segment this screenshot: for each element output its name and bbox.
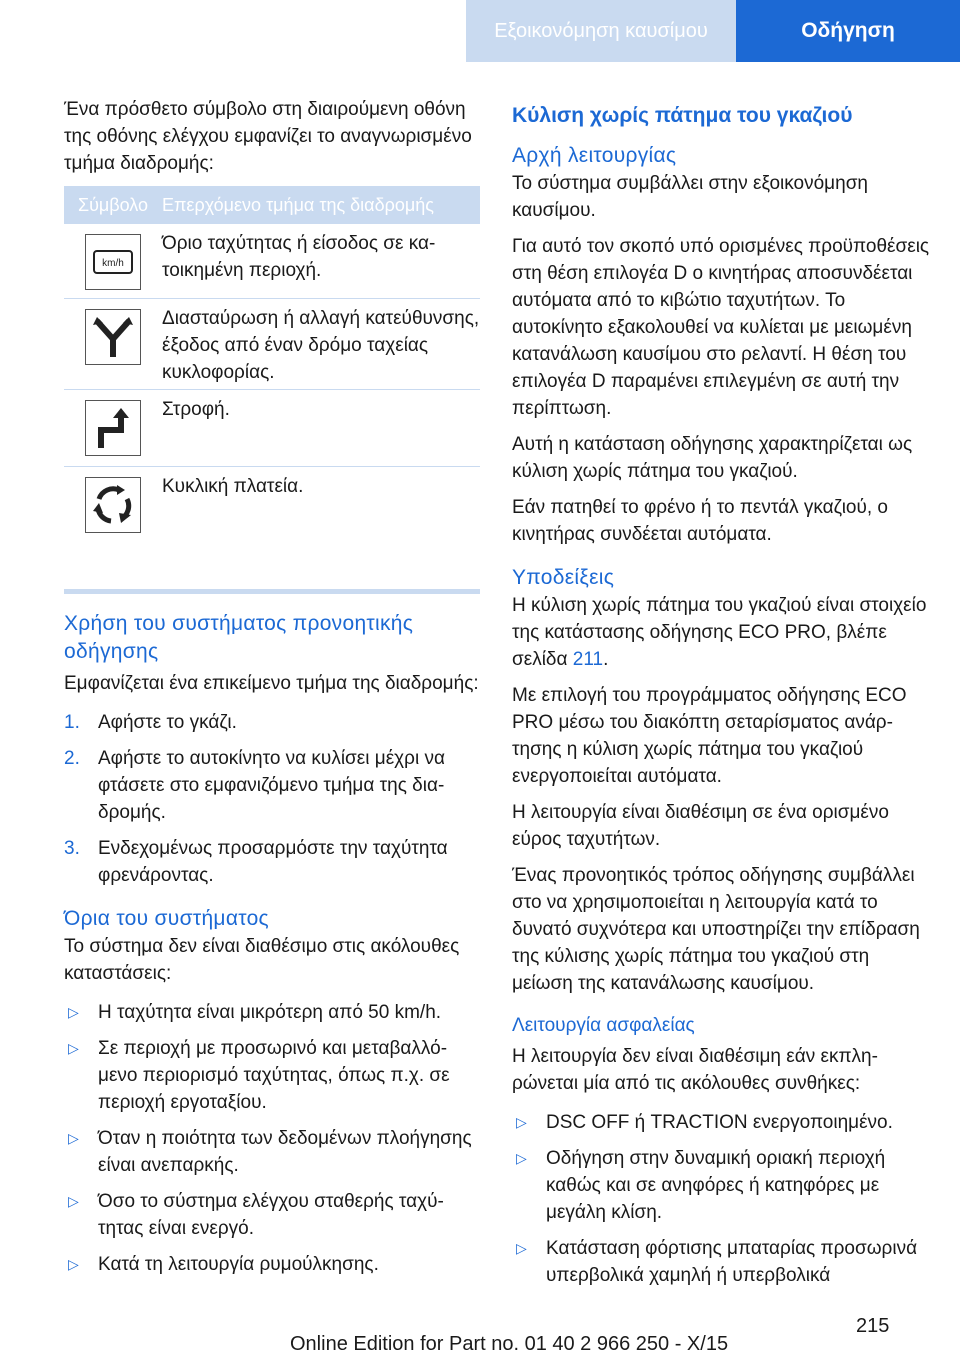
paragraph: Η λειτουργία είναι διαθέσιμη σε ένα ορισμένο εύρος ταχυτήτων. bbox=[512, 802, 889, 850]
list-item bbox=[64, 709, 480, 736]
page-header bbox=[0, 0, 960, 62]
limit-text: Σε περιοχή με προσωρινό και μεταβαλλόμενο περιορισμό ταχύτητας, όπως π.χ. σε περιοχή εργοταξίου. bbox=[98, 1038, 450, 1113]
table-end-rule bbox=[64, 589, 480, 594]
row-text: Διασταύρωση ή αλλαγή κατεύθυνσης, έξοδος από έναν δρόμο ταχείας κυκλοφορίας. bbox=[162, 308, 480, 383]
subheading-principle: Αρχή λειτουργίας bbox=[512, 144, 677, 167]
limit-text: Όταν η ποιότητα των δεδομένων πλοήγησης είναι ανεπαρκής. bbox=[98, 1128, 472, 1176]
condition-text: Οδήγηση στην δυναμική οριακή περιοχή καθώς και σε ανηφόρες ή κατηφόρες με μεγάλη κλίση. bbox=[546, 1148, 886, 1223]
table-header bbox=[64, 186, 480, 224]
section-tab[interactable]: Εξοικονόμηση καυσίμου bbox=[466, 0, 736, 62]
list-item bbox=[64, 1188, 480, 1242]
limits-list bbox=[64, 999, 480, 1278]
list-item bbox=[64, 835, 480, 889]
use-intro: Εμφανίζεται ένα επικείμενο τμήμα της διαδρομής: bbox=[64, 673, 479, 694]
list-item bbox=[512, 1109, 930, 1136]
table-row bbox=[64, 224, 480, 299]
list-item bbox=[512, 1145, 930, 1226]
triangle-bullet-icon: ▷ bbox=[516, 1150, 527, 1166]
symbol-table bbox=[64, 186, 480, 531]
triangle-bullet-icon: ▷ bbox=[68, 1004, 79, 1020]
paragraph: Εάν πατηθεί το φρένο ή το πεντάλ γκαζιού, ο κινητήρας συνδέεται αυτόματα. bbox=[512, 497, 888, 545]
triangle-bullet-icon: ▷ bbox=[68, 1040, 79, 1056]
triangle-bullet-icon: ▷ bbox=[68, 1193, 79, 1209]
row-text: Όριο ταχύτητας ή είσοδος σε κατοικημένη περιοχή. bbox=[162, 233, 436, 281]
limits-intro: Το σύστημα δεν είναι διαθέσιμο στις ακόλουθες καταστάσεις: bbox=[64, 936, 460, 984]
header-symbol: Σύμβολο bbox=[77, 194, 149, 215]
speed-limit-label: km/h bbox=[102, 258, 124, 269]
step-number: 2. bbox=[64, 748, 80, 769]
paragraph: Ένας προνοητικός τρόπος οδήγησης συμβάλλει στο να χρησιμοποιείται η λειτουργία κατά το δυνατό συχνότερα και υποστηρίζει την επίδραση της κύλισης χωρίς πάτημα του γκαζιού στη μείωση της κατανάλωσης καυσίμου. bbox=[512, 865, 920, 994]
left-column bbox=[64, 96, 480, 1288]
paragraph: Αυτή η κατάσταση οδήγησης χαρακτηρίζεται ως κύλιση χωρίς πάτημα του γκαζιού. bbox=[512, 434, 913, 482]
roundabout-icon bbox=[85, 477, 141, 533]
list-item bbox=[64, 1251, 480, 1278]
list-item bbox=[64, 745, 480, 826]
paragraph: Η λειτουργία δεν είναι διαθέσιμη εάν εκπληρώνεται μία από τις ακόλουθες συνθήκες: bbox=[512, 1046, 878, 1094]
subheading-notes: Υποδείξεις bbox=[512, 566, 615, 589]
row-text: Στροφή. bbox=[162, 399, 230, 420]
chapter-tab[interactable]: Οδήγηση bbox=[736, 0, 960, 62]
section-heading-use: Χρήση του συστήματος προνοητικής οδήγησης bbox=[64, 612, 414, 663]
paragraph: Με επιλογή του προγράμματος οδήγησης ECO PRO μέσω του διακόπτη σεταρίσματος ανάρτησης η κύλιση χωρίς πάτημα του γκαζιού ενεργοποιείται αυτόματα. bbox=[512, 685, 907, 787]
list-item bbox=[512, 1235, 930, 1289]
page-number: 215 bbox=[856, 1315, 890, 1337]
step-number: 1. bbox=[64, 712, 80, 733]
condition-text: Κατάσταση φόρτισης μπαταρίας προσωρινά υπερβολικά χαμηλή ή υπερβολικά bbox=[546, 1238, 918, 1286]
step-text: Αφήστε το γκάζι. bbox=[98, 712, 237, 733]
edition-footer: Online Edition for Part no. 01 40 2 966 250 - X/15 bbox=[290, 1333, 729, 1355]
triangle-bullet-icon: ▷ bbox=[516, 1240, 527, 1256]
triangle-bullet-icon: ▷ bbox=[68, 1256, 79, 1272]
speed-limit-kmh-icon bbox=[85, 234, 141, 290]
table-row bbox=[64, 299, 480, 390]
section-heading-limits: Όρια του συστήματος bbox=[64, 907, 269, 930]
list-item bbox=[64, 1035, 480, 1116]
paragraph: Για αυτό τον σκοπό υπό ορισμένες προϋποθέσεις στη θέση επιλογέα D ο κινητήρας αποσυνδέεται αυτόματα από το κιβώτιο ταχυτήτων. Το αυτοκίνητο εξακολουθεί να κυλίεται με μειωμένη κατανάλωση καυσίμου στο ρελαντί. Η θέση του επιλογέα D παραμένει επιλεγμένη σε αυτή την περίπτωση. bbox=[512, 236, 930, 419]
limit-text: Κατά τη λειτουργία ρυμούλκησης. bbox=[98, 1254, 379, 1275]
curve-icon bbox=[85, 400, 141, 456]
step-number: 3. bbox=[64, 838, 80, 859]
limit-text: Όσο το σύστημα ελέγχου σταθερής ταχύτητας είναι ενεργό. bbox=[98, 1191, 444, 1239]
header-route-section: Επερχόμενο τμήμα της διαδρομής bbox=[162, 194, 434, 215]
triangle-bullet-icon: ▷ bbox=[516, 1114, 527, 1130]
right-column bbox=[512, 102, 930, 1299]
junction-icon bbox=[85, 309, 141, 365]
step-text: Ενδεχομένως προσαρμόστε την ταχύτητα φρενάροντας. bbox=[98, 838, 448, 886]
paragraph: Το σύστημα συμβάλλει στην εξοικονόμηση καυσίμου. bbox=[512, 173, 868, 221]
triangle-bullet-icon: ▷ bbox=[68, 1130, 79, 1146]
table-row bbox=[64, 467, 480, 531]
condition-text: DSC OFF ή TRACTION ενεργοποιημένο. bbox=[546, 1112, 893, 1133]
note-text-end: . bbox=[603, 649, 609, 670]
intro-paragraph: Ένα πρόσθετο σύμβολο στη διαιρούμενη οθόνη της οθόνης ελέγχου εμφανίζει το αναγνωρισμένο τμήμα διαδρομής: bbox=[64, 99, 472, 174]
section-heading-coasting: Κύλιση χωρίς πάτημα του γκαζιού bbox=[512, 104, 853, 127]
row-text: Κυκλική πλατεία. bbox=[162, 476, 304, 497]
step-text: Αφήστε το αυτοκίνητο να κυλίσει μέχρι να φτάσετε στο εμφανιζόμενο τμήμα της διαδρομής. bbox=[98, 748, 445, 823]
limit-text: Η ταχύτητα είναι μικρότερη από 50 km/h. bbox=[98, 1002, 442, 1023]
safety-list bbox=[512, 1109, 930, 1289]
page-link[interactable]: 211 bbox=[572, 649, 604, 670]
list-item bbox=[64, 1125, 480, 1179]
subheading-safety: Λειτουργία ασφαλείας bbox=[512, 1015, 695, 1036]
paragraph bbox=[512, 592, 930, 673]
list-item bbox=[64, 999, 480, 1026]
table-row bbox=[64, 390, 480, 467]
note-text: Η κύλιση χωρίς πάτημα του γκαζιού είναι στοιχείο της κατάστασης οδήγησης ECO PRO, βλέπε σελίδα bbox=[512, 595, 927, 670]
steps-list bbox=[64, 709, 480, 889]
